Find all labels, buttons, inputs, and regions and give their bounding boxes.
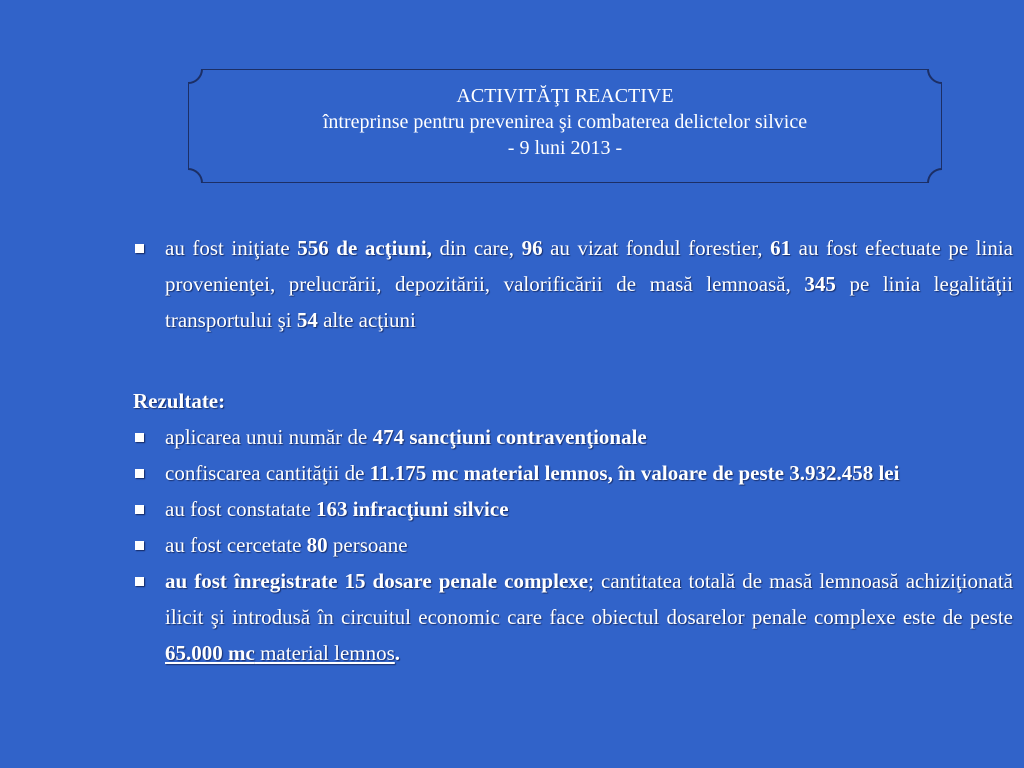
results-heading: Rezultate:	[133, 389, 226, 413]
square-bullet-icon	[135, 244, 144, 253]
result-bullet-persons: au fost cercetate 80 persoane	[133, 527, 1013, 563]
result-bullet-offences: au fost constatate 163 infracţiuni silvice	[133, 491, 1013, 527]
square-bullet-icon	[135, 541, 144, 550]
square-bullet-icon	[135, 577, 144, 586]
slide-title	[188, 83, 942, 161]
title-plaque	[188, 69, 942, 183]
title-line-1: ACTIVITĂŢI REACTIVE	[456, 85, 674, 107]
result-bullet-confiscation: confiscarea cantităţii de 11.175 mc material lemnos, în valoare de peste 3.932.458 lei	[133, 455, 1013, 491]
square-bullet-icon	[135, 433, 144, 442]
title-line-3: - 9 luni 2013 -	[507, 137, 623, 159]
title-line-2: întreprinse pentru prevenirea şi combaterea delictelor silvice	[322, 111, 808, 133]
result-bullet-criminal-files: au fost înregistrate 15 dosare penale complexe; cantitatea totală de masă lemnoasă achiziţionată ilicit şi introdusă în circuitul economic care face obiectul dosarelor penale complexe este de peste 65.000 mc material lemnos.	[133, 563, 1013, 671]
result-bullet-sanctions: aplicarea unui număr de 474 sancţiuni contravenţionale	[133, 419, 1013, 455]
square-bullet-icon	[135, 469, 144, 478]
intro-bullet: au fost iniţiate 556 de acţiuni, din care, 96 au vizat fondul forestier, 61 au fost efectuate pe linia provenienţei, prelucrării, depozitării, valorificării de masă lemnoasă, 345 pe linia legalităţii transportului şi 54 alte acţiuni	[133, 230, 1013, 338]
slide-body	[133, 230, 1013, 671]
square-bullet-icon	[135, 505, 144, 514]
